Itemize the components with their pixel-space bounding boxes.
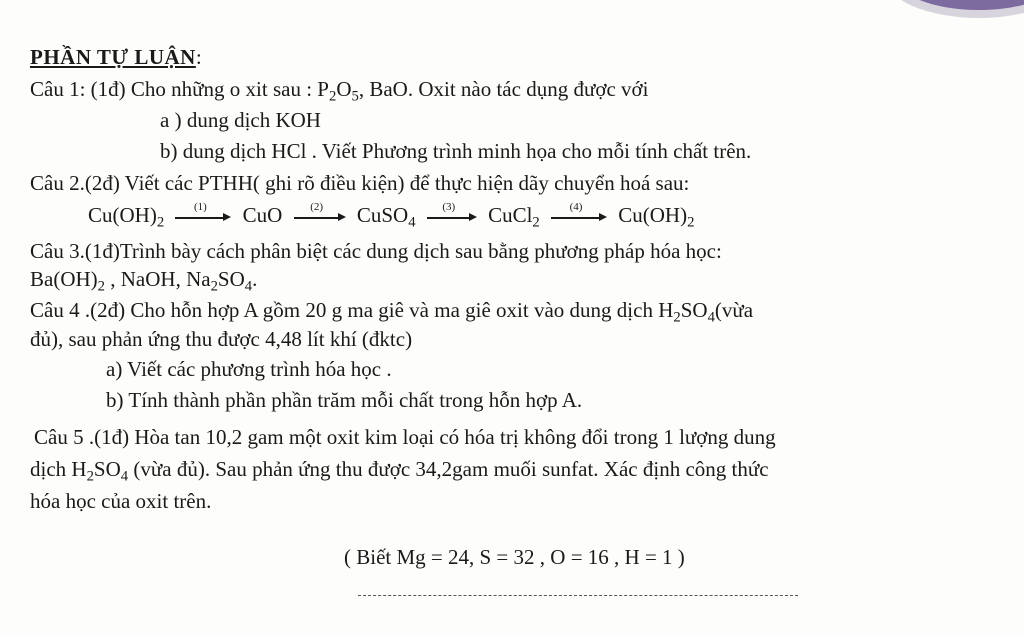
question-1: Câu 1: (1đ) Cho những o xit sau : $P_2O_5$, BaO. Oxit nào tác dụng được với bbox=[30, 77, 649, 105]
question-5: Câu 5 .(1đ) Hòa tan 10,2 gam một oxit kim loại có hóa trị không đổi trong 1 lượng dung bbox=[34, 425, 776, 449]
question-1-part-b: b) dung dịch HCl . Viết Phương trình minh họa cho mỗi tính chất trên. bbox=[160, 139, 752, 163]
reaction-arrow-2: (2) bbox=[294, 210, 346, 224]
dashed-divider bbox=[358, 595, 798, 596]
question-4-line-2: đủ), sau phản ứng thu được 4,48 lít khí (đktc) bbox=[30, 327, 413, 351]
question-4-part-b: b) Tính thành phần phần trăm mỗi chất trong hỗn hợp A. bbox=[106, 388, 583, 412]
atomic-mass-note: ( Biết Mg = 24, S = 32 , O = 16 , H = 1 ) bbox=[344, 545, 685, 569]
section-title: PHẦN TỰ LUẬN: bbox=[30, 45, 203, 69]
question-3: Câu 3.(1đ)Trình bày cách phân biệt các dung dịch sau bằng phương pháp hóa học: bbox=[30, 239, 722, 263]
reaction-arrow-3: (3) bbox=[427, 210, 477, 224]
question-4: Câu 4 .(2đ) Cho hỗn hợp A gồm 20 g ma giê và ma giê oxit vào dung dịch $H_2SO_4(vừa$ bbox=[30, 298, 754, 326]
reaction-arrow-4: (4) bbox=[551, 210, 607, 224]
question-3-solutions: $Ba(OH)_2$ , NaOH, $Na_2SO_4$. bbox=[30, 267, 258, 295]
reaction-chain: $Cu(OH)_2$ (1) CuO (2) CuSO$_4$ (3) CuCl$_2$ (4) $Cu(OH)_2$ bbox=[88, 201, 695, 231]
question-1-part-a: a ) dung dịch KOH bbox=[160, 108, 321, 132]
question-5-line-2: dịch $H_2SO_4$ (vừa đủ). Sau phản ứng thu được 34,2gam muối sunfat. Xác định công thức bbox=[30, 457, 769, 485]
question-2: Câu 2.(2đ) Viết các PTHH( ghi rõ điều kiện) để thực hiện dãy chuyển hoá sau: bbox=[30, 171, 690, 195]
question-4-part-a: a) Viết các phương trình hóa học . bbox=[106, 357, 392, 381]
question-5-line-3: hóa học của oxit trên. bbox=[30, 489, 212, 513]
reaction-arrow-1: (1) bbox=[175, 210, 231, 224]
